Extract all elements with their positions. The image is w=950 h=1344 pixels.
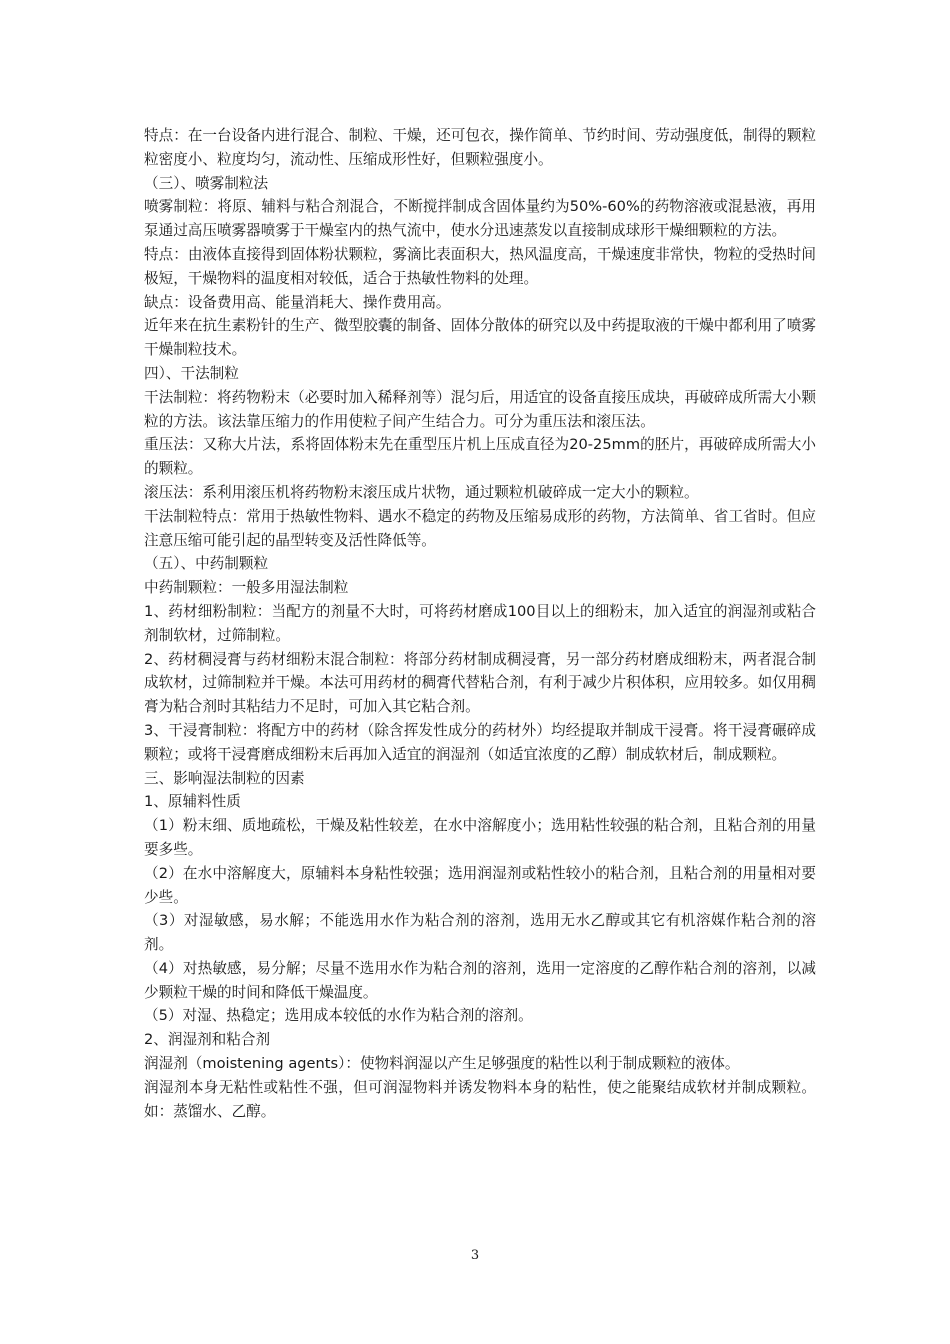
paragraph-property-5: （5）对湿、热稳定；选用成本较低的水作为粘合剂的溶剂。 bbox=[144, 1007, 533, 1025]
heading-tcm-granulation: （五）、中药制颗粒 bbox=[144, 555, 269, 573]
paragraph-tcm-method-2: 2、药材稠浸膏与药材细粉末混合制粒：将部分药材制成稠浸膏，另一部分药材磨成细粉末，两者混合制成软材，过筛制粒并干燥。本法可用药材的稠膏代替粘合剂，有利于减少片积体积，应用较多。如仅用稠膏为粘合剂时其粘结力不足时，可加入其它粘合剂。 bbox=[144, 650, 816, 716]
paragraph-spray-applications: 近年来在抗生素粉针的生产、微型胶囊的制备、固体分散体的研究以及中药提取液的干燥中都利用了喷雾干燥制粒技术。 bbox=[144, 317, 816, 359]
paragraph-dry-definition: 干法制粒：将药物粉末（必要时加入稀释剂等）混匀后，用适宜的设备直接压成块，再破碎成所需大小颗粒的方法。该法靠压缩力的作用使粒子间产生结合力。可分为重压法和滚压法。 bbox=[144, 388, 816, 430]
paragraph-property-3: （3）对湿敏感，易水解；不能选用水作为粘合剂的溶剂，选用无水乙醇或其它有机溶媒作粘合剂的溶剂。 bbox=[144, 912, 816, 954]
paragraph-tcm-intro: 中药制颗粒：一般多用湿法制粒 bbox=[144, 579, 349, 597]
paragraph-tcm-method-3: 3、干浸膏制粒：将配方中的药材（除含挥发性成分的药材外）均经提取并制成干浸膏。将干浸膏碾碎成颗粒；或将干浸膏磨成细粉末后再加入适宜的润湿剂（如适宜浓度的乙醇）制成软材后，制成颗粒。 bbox=[144, 721, 816, 763]
heading-wet-factors: 三、影响湿法制粒的因素 bbox=[144, 769, 305, 787]
paragraph-tcm-method-1: 1、药材细粉制粒：当配方的剂量不大时，可将药材磨成100目以上的细粉末，加入适宜的润湿剂或粘合剂制软材，过筛制粒。 bbox=[144, 602, 816, 644]
document-body bbox=[144, 124, 816, 1123]
heading-dry-granulation: 四）、干法制粒 bbox=[144, 364, 239, 382]
heading-wetting-binding-agents: 2、润湿剂和粘合剂 bbox=[144, 1031, 271, 1049]
paragraph-property-1: （1）粉末细、质地疏松，干燥及粘性较差，在水中溶解度小；选用粘性较强的粘合剂，且粘合剂的用量要多些。 bbox=[144, 817, 816, 858]
paragraph-spray-definition: 喷雾制粒：将原、辅料与粘合剂混合，不断搅拌制成含固体量约为50%-60%的药物溶液或混悬液，再用泵通过高压喷雾器喷雾于干燥室内的热气流中，使水分迅速蒸发以直接制成球形干燥细颗粒的方法。 bbox=[144, 198, 816, 240]
paragraph-wetting-definition: 润湿剂（moistening agents）：使物料润湿以产生足够强度的粘性以利于制成颗粒的液体。 bbox=[144, 1055, 740, 1073]
heading-spray-granulation: （三）、喷雾制粒法 bbox=[144, 174, 269, 192]
heading-raw-material-properties: 1、原辅料性质 bbox=[144, 793, 241, 811]
paragraph-fluidized-features: 特点：在一台设备内进行混合、制粒、干燥，还可包衣，操作简单、节约时间、劳动强度低，制得的颗粒粒密度小、粒度均匀，流动性、压缩成形性好，但颗粒强度小。 bbox=[144, 127, 816, 168]
paragraph-spray-features: 特点：由液体直接得到固体粉状颗粒，雾滴比表面积大，热风温度高，干燥速度非常快，物粒的受热时间极短，干燥物料的温度相对较低，适合于热敏性物料的处理。 bbox=[144, 245, 816, 287]
page-number: 3 bbox=[470, 1248, 480, 1263]
paragraph-dry-features: 干法制粒特点：常用于热敏性物料、遇水不稳定的药物及压缩易成形的药物，方法简单、省工省时。但应注意压缩可能引起的晶型转变及活性降低等。 bbox=[144, 507, 816, 549]
paragraph-heavy-press: 重压法：又称大片法，系将固体粉末先在重型压片机上压成直径为20-25mm的胚片，再破碎成所需大小的颗粒。 bbox=[144, 436, 816, 478]
paragraph-property-4: （4）对热敏感，易分解；尽量不选用水作为粘合剂的溶剂，选用一定溶度的乙醇作粘合剂的溶剂，以减少颗粒干燥的时间和降低干燥温度。 bbox=[144, 959, 816, 1001]
paragraph-property-2: （2）在水中溶解度大，原辅料本身粘性较强；选用润湿剂或粘性较小的粘合剂，且粘合剂的用量相对要少些。 bbox=[144, 864, 816, 906]
paragraph-spray-drawbacks: 缺点：设备费用高、能量消耗大、操作费用高。 bbox=[144, 293, 451, 311]
paragraph-roller-press: 滚压法：系利用滚压机将药物粉末滚压成片状物，通过颗粒机破碎成一定大小的颗粒。 bbox=[144, 483, 699, 501]
paragraph-wetting-detail: 润湿剂本身无粘性或粘性不强，但可润湿物料并诱发物料本身的粘性，使之能聚结成软材并制成颗粒。如：蒸馏水、乙醇。 bbox=[144, 1078, 816, 1120]
